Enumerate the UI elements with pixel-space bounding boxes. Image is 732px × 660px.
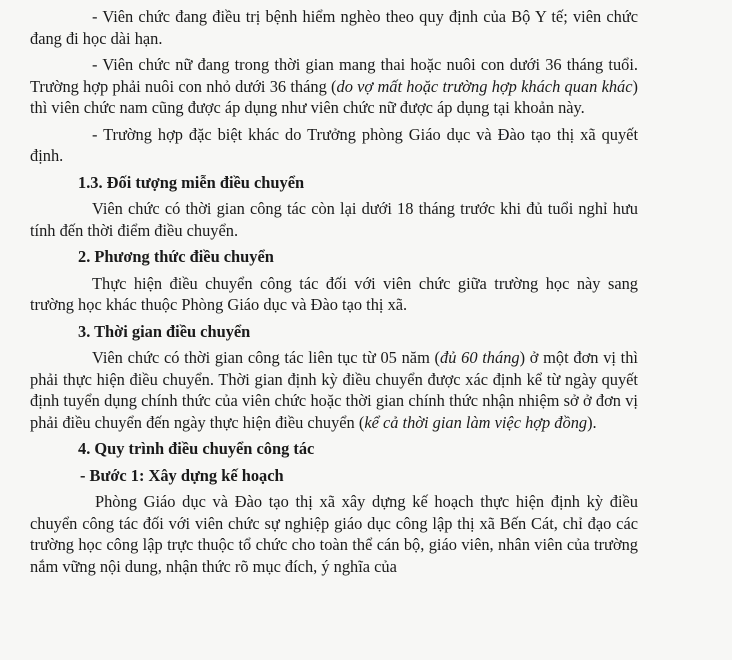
text-run: ) thì viên chức nam cũng được áp dụng như viên chức nữ được áp dụng tại khoản này.	[30, 76, 638, 117]
text-run: Viên chức có thời gian công tác còn lại dưới 18 tháng trước khi đủ tuổi nghỉ hưu tính đến thời điểm điều chuyển.	[30, 199, 638, 240]
text-run: ) ở một đơn vị thì phải thực hiện điều chuyển. Thời gian định kỳ điều chuyển được xác định kể từ ngày quyết định tuyển dụng chính thức của viên chức hoặc thời gian chính thức nhận nhiệm sở ở đơn vị phải điều chuyển đến ngày thực hiện điều chuyển (	[30, 348, 638, 432]
paragraph	[30, 6, 638, 49]
paragraph	[30, 491, 638, 577]
italic-run: kể cả thời gian làm việc hợp đồng	[364, 412, 588, 432]
section-heading: 3. Thời gian điều chuyển	[78, 321, 251, 341]
document-body	[30, 6, 638, 582]
text-run: - Viên chức đang điều trị bệnh hiểm nghèo theo quy định của Bộ Y tế; viên chức đang đi học dài hạn.	[30, 7, 638, 48]
text-run: - Trường hợp đặc biệt khác do Trưởng phòng Giáo dục và Đào tạo thị xã quyết định.	[30, 124, 638, 165]
paragraph	[30, 124, 638, 167]
text-run: ).	[587, 412, 597, 432]
section-heading: - Bước 1: Xây dựng kế hoạch	[80, 465, 284, 485]
text-run: Thực hiện điều chuyển công tác đối với viên chức giữa trường học này sang trường học khác thuộc Phòng Giáo dục và Đào tạo thị xã.	[30, 273, 638, 314]
paragraph	[30, 198, 638, 241]
text-run: Phòng Giáo dục và Đào tạo thị xã xây dựng kế hoạch thực hiện định kỳ điều chuyển công tác đối với viên chức sự nghiệp giáo dục công lập thị xã Bến Cát, chỉ đạo các trường học công lập trực thuộc tổ chức cho toàn thể cán bộ, giáo viên, nhân viên của trường nắm vững nội dung, nhận thức rõ mục đích, ý nghĩa của	[30, 492, 638, 576]
paragraph	[30, 273, 638, 316]
text-run: - Viên chức nữ đang trong thời gian mang thai hoặc nuôi con dưới 36 tháng tuổi. Trường hợp phải nuôi con nhỏ dưới 36 tháng (	[30, 55, 638, 96]
paragraph	[30, 54, 638, 119]
italic-run: đủ 60 tháng	[440, 348, 520, 367]
italic-run: do vợ mất hoặc trường hợp khách quan khác	[336, 76, 633, 96]
section-heading: 4. Quy trình điều chuyển công tác	[78, 439, 315, 458]
paragraph	[30, 347, 638, 433]
text-run: Viên chức có thời gian công tác liên tục từ 05 năm (	[92, 348, 441, 367]
section-heading: 1.3. Đối tượng miễn điều chuyển	[78, 172, 305, 192]
section-heading: 2. Phương thức điều chuyển	[78, 247, 274, 266]
